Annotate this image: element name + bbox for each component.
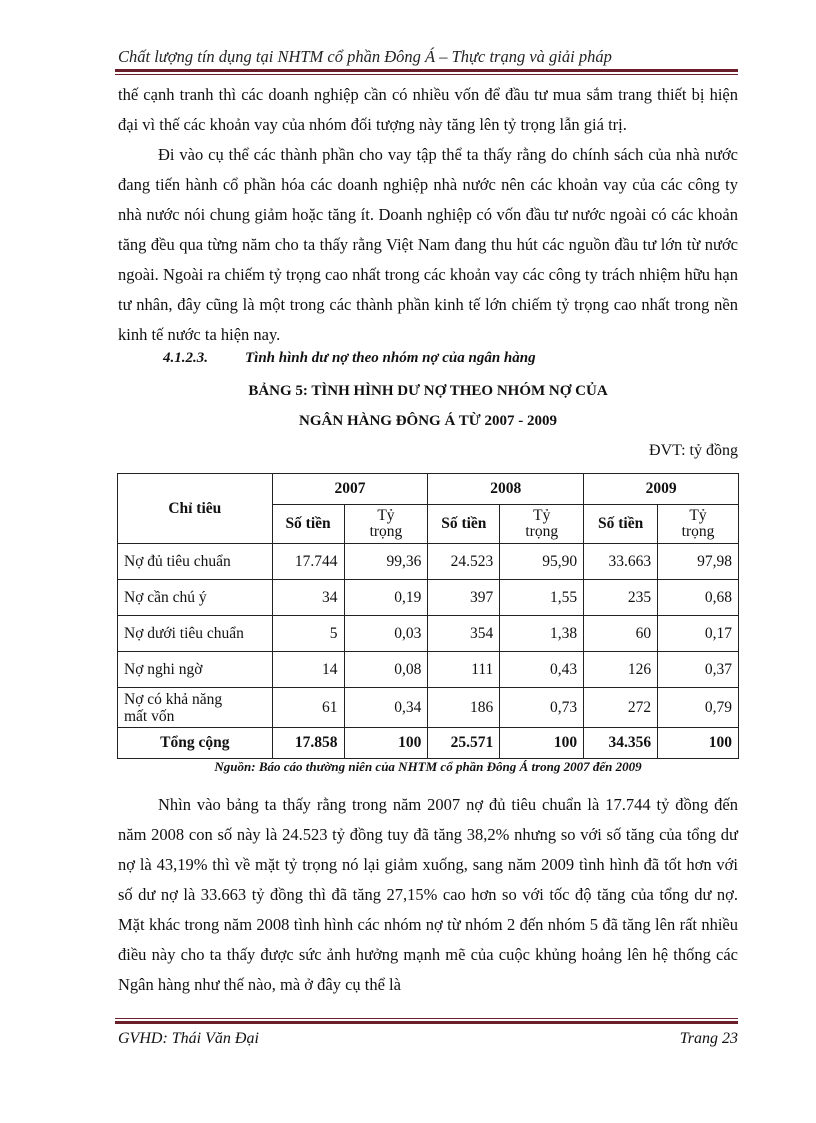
sub-header-amount: Số tiền <box>584 505 658 544</box>
cell-value: 186 <box>428 688 500 728</box>
row-label: Nợ cần chú ý <box>118 580 273 616</box>
cell-value: 0,34 <box>344 688 428 728</box>
cell-value: 1,38 <box>500 616 584 652</box>
cell-value: 272 <box>584 688 658 728</box>
table-row <box>118 688 739 728</box>
cell-value: 0,03 <box>344 616 428 652</box>
unit-label: ĐVT: tỷ đồng <box>649 442 738 459</box>
year-header: 2009 <box>584 474 739 505</box>
cell-value: 95,90 <box>500 544 584 580</box>
sub-header-ratio: Tỷ trọng <box>344 505 428 544</box>
page-number: Trang 23 <box>679 1030 738 1047</box>
cell-value: 111 <box>428 652 500 688</box>
table-header-row <box>118 474 739 505</box>
cell-value: 0,37 <box>658 652 739 688</box>
total-value: 100 <box>500 728 584 759</box>
cell-value: 0,43 <box>500 652 584 688</box>
footer-advisor: GVHD: Thái Văn Đại <box>118 1030 259 1047</box>
section-heading <box>163 350 536 367</box>
footer-rule-thick <box>115 1021 738 1024</box>
cell-value: 235 <box>584 580 658 616</box>
section-title: Tình hình dư nợ theo nhóm nợ của ngân hàng <box>245 350 536 366</box>
cell-value: 99,36 <box>344 544 428 580</box>
section-number: 4.1.2.3. <box>163 350 208 366</box>
cell-value: 5 <box>272 616 344 652</box>
cell-value: 0,73 <box>500 688 584 728</box>
header-rule-thick <box>115 69 738 72</box>
cell-value: 354 <box>428 616 500 652</box>
table-title-line1: BẢNG 5: TÌNH HÌNH DƯ NỢ THEO NHÓM NỢ CỦA <box>248 383 608 399</box>
row-label: Nợ có khả năng mất vốn <box>118 688 273 728</box>
paragraph-continued: thế cạnh tranh thì các doanh nghiệp cần có nhiều vốn để đầu tư mua sắm trang thiết bị hiện đại vì thế các khoản vay của nhóm đối tượng này tăng lên tỷ trọng lẫn giá trị. <box>118 85 738 134</box>
cell-value: 0,19 <box>344 580 428 616</box>
cell-value: 1,55 <box>500 580 584 616</box>
cell-value: 17.744 <box>272 544 344 580</box>
cell-value: 33.663 <box>584 544 658 580</box>
col-header-label: Chỉ tiêu <box>118 474 273 544</box>
sub-header-ratio: Tỷ trọng <box>658 505 739 544</box>
total-value: 25.571 <box>428 728 500 759</box>
cell-value: 397 <box>428 580 500 616</box>
cell-value: 126 <box>584 652 658 688</box>
cell-value: 0,17 <box>658 616 739 652</box>
total-value: 100 <box>658 728 739 759</box>
paragraph-body: Đi vào cụ thể các thành phần cho vay tập thể ta thấy rằng do chính sách của nhà nước đang tiến hành cổ phần hóa các doanh nghiệp nhà nước nên các khoản vay của các công ty nhà nước nói chung giảm hoặc tăng ít. Doanh nghiệp có vốn đầu tư nước ngoài có các khoản tăng đều qua từng năm cho ta thấy rằng Việt Nam đang thu hút các nguồn đầu tư lớn từ nước ngoài. Ngoài ra chiếm tỷ trọng cao nhất trong các khoản vay các công ty trách nhiệm hữu hạn tư nhân, đây cũng là một trong các thành phần kinh tế lớn chiếm tỷ trọng cao nhất trong nền kinh tế nước ta hiện nay. <box>118 145 738 344</box>
table-total-row <box>118 728 739 759</box>
header-title: Chất lượng tín dụng tại NHTM cổ phần Đông Á – Thực trạng và giải pháp <box>118 47 612 66</box>
paragraph-analysis: Nhìn vào bảng ta thấy rằng trong năm 2007 nợ đủ tiêu chuẩn là 17.744 tỷ đồng đến năm 2008 con số này là 24.523 tỷ đồng tuy đã tăng 38,2% nhưng so với số tăng của tổng dư nợ là 43,19% thì về mặt tỷ trọng nó lại giảm xuống, sang năm 2009 tình hình đã tốt hơn với số dư nợ là 33.663 tỷ đồng thì đã tăng 27,15% cao hơn so với tốc độ tăng của tổng dư nợ. Mặt khác trong năm 2008 tình hình các nhóm nợ từ nhóm 2 đến nhóm 5 đã tăng lên rất nhiều điều này cho ta thấy được sức ảnh hưởng mạnh mẽ của cuộc khủng hoảng lên hệ thống các Ngân hàng như thế nào, mà ở đây cụ thể là <box>118 795 738 994</box>
cell-value: 0,68 <box>658 580 739 616</box>
table-row <box>118 580 739 616</box>
table-row <box>118 544 739 580</box>
row-label: Nợ nghi ngờ <box>118 652 273 688</box>
footer-rule-thin <box>115 1018 738 1019</box>
cell-value: 14 <box>272 652 344 688</box>
table-source: Nguồn: Báo cáo thường niên của NHTM cổ phần Đông Á trong 2007 đến 2009 <box>214 759 642 774</box>
total-value: 34.356 <box>584 728 658 759</box>
sub-header-amount: Số tiền <box>428 505 500 544</box>
year-header: 2008 <box>428 474 584 505</box>
table-row <box>118 616 739 652</box>
sub-header-amount: Số tiền <box>272 505 344 544</box>
sub-header-ratio: Tỷ trọng <box>500 505 584 544</box>
total-value: 100 <box>344 728 428 759</box>
debt-table <box>117 473 739 759</box>
row-label: Nợ dưới tiêu chuẩn <box>118 616 273 652</box>
table-title-line2: NGÂN HÀNG ĐÔNG Á TỪ 2007 - 2009 <box>299 413 557 429</box>
row-label: Nợ đủ tiêu chuẩn <box>118 544 273 580</box>
cell-value: 34 <box>272 580 344 616</box>
total-value: 17.858 <box>272 728 344 759</box>
table-row <box>118 652 739 688</box>
header-rule-thin <box>115 74 738 75</box>
year-header: 2007 <box>272 474 428 505</box>
cell-value: 0,79 <box>658 688 739 728</box>
cell-value: 97,98 <box>658 544 739 580</box>
total-label: Tổng cộng <box>118 728 273 759</box>
cell-value: 60 <box>584 616 658 652</box>
cell-value: 24.523 <box>428 544 500 580</box>
cell-value: 0,08 <box>344 652 428 688</box>
cell-value: 61 <box>272 688 344 728</box>
